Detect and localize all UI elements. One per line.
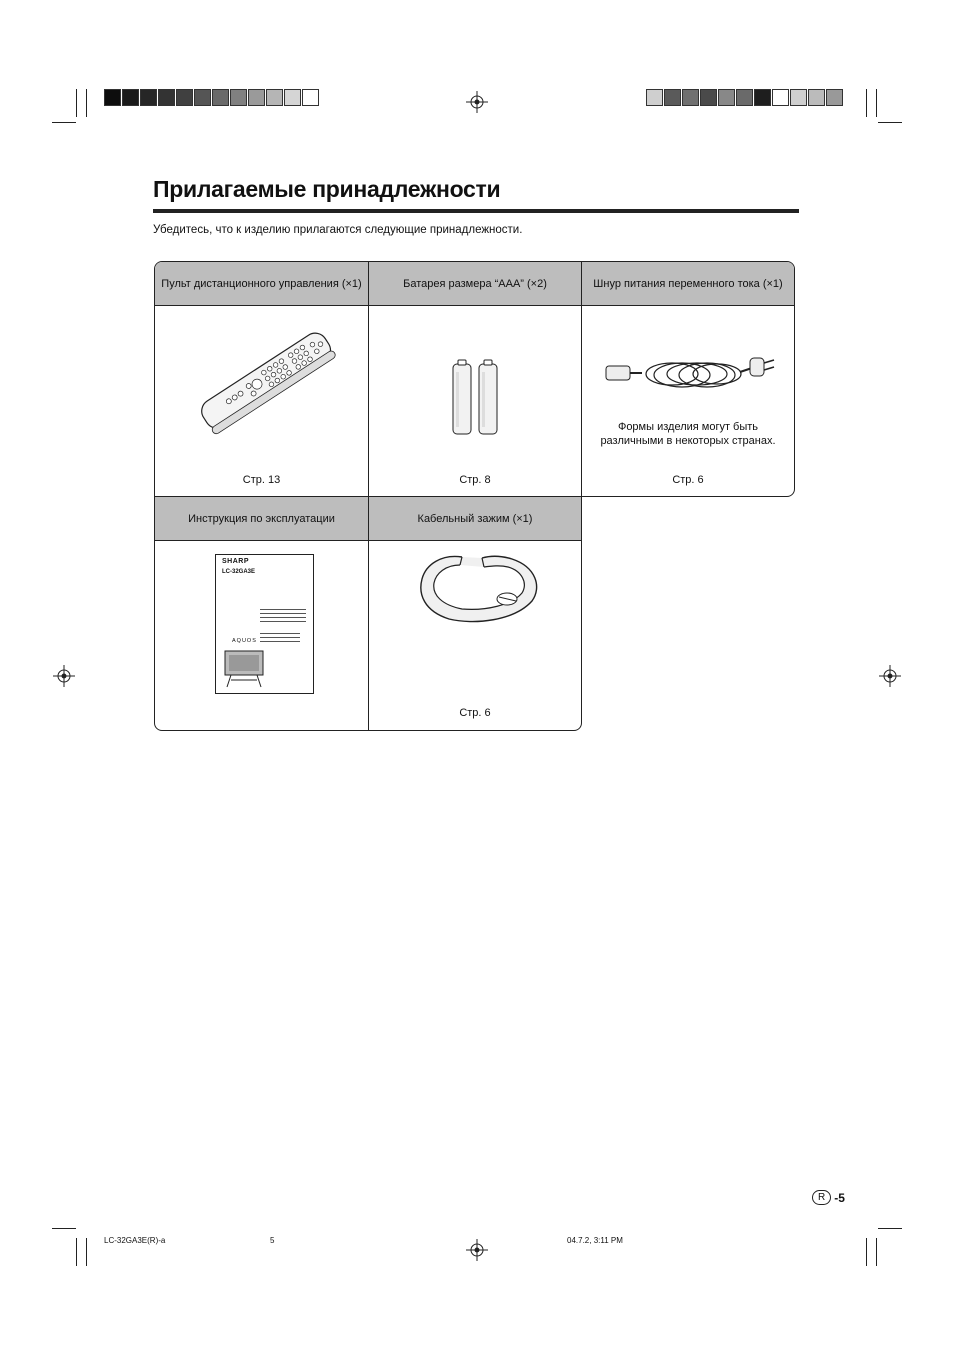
accessory-cable-clamp bbox=[368, 496, 582, 731]
calibration-swatch bbox=[230, 89, 247, 106]
region-badge: R bbox=[812, 1190, 831, 1205]
accessory-header: Батарея размера “AAA” (×2) bbox=[369, 262, 581, 306]
registration-mark-icon bbox=[466, 1239, 488, 1261]
power-cord-icon bbox=[602, 348, 777, 400]
calibration-swatch bbox=[736, 89, 753, 106]
cable-clamp-icon bbox=[414, 539, 544, 634]
calibration-bar-left bbox=[104, 89, 320, 106]
calibration-swatch bbox=[826, 89, 843, 106]
page-title: Прилагаемые принадлежности bbox=[153, 176, 501, 202]
registration-mark-icon bbox=[53, 665, 75, 687]
footer-timestamp: 04.7.2, 3:11 PM bbox=[567, 1236, 623, 1245]
calibration-swatch bbox=[302, 89, 319, 106]
page-number-value: -5 bbox=[834, 1190, 845, 1205]
page-number bbox=[812, 1190, 845, 1205]
page-reference: Стр. 6 bbox=[459, 707, 491, 719]
calibration-swatch bbox=[790, 89, 807, 106]
calibration-swatch bbox=[808, 89, 825, 106]
accessory-header: Шнур питания переменного тока (×1) bbox=[582, 262, 794, 306]
footer-sheet: 5 bbox=[270, 1236, 275, 1245]
calibration-swatch bbox=[700, 89, 717, 106]
accessory-header: Инструкция по эксплуатации bbox=[155, 497, 368, 541]
booklet-series: AQUOS bbox=[232, 638, 257, 644]
booklet-brand: SHARP bbox=[222, 558, 250, 565]
calibration-swatch bbox=[194, 89, 211, 106]
calibration-swatch bbox=[772, 89, 789, 106]
regional-variation-note: Формы изделия могут быть различными в некоторых странах. bbox=[600, 421, 776, 447]
calibration-swatch bbox=[718, 89, 735, 106]
accessory-power-cord bbox=[581, 261, 795, 497]
calibration-swatch bbox=[248, 89, 265, 106]
calibration-swatch bbox=[754, 89, 771, 106]
title-underline bbox=[153, 209, 799, 213]
calibration-swatch bbox=[158, 89, 175, 106]
tv-illustration-icon bbox=[223, 649, 265, 689]
calibration-swatch bbox=[266, 89, 283, 106]
aaa-batteries-icon bbox=[449, 358, 501, 438]
intro-text: Убедитесь, что к изделию прилагаются следующие принадлежности. bbox=[153, 224, 523, 236]
calibration-swatch bbox=[140, 89, 157, 106]
calibration-swatch bbox=[682, 89, 699, 106]
registration-mark-icon bbox=[466, 91, 488, 113]
manual-booklet-icon bbox=[215, 554, 314, 694]
calibration-swatch bbox=[284, 89, 301, 106]
accessory-header: Кабельный зажим (×1) bbox=[369, 497, 581, 541]
accessory-remote-control bbox=[154, 261, 369, 497]
accessory-operation-manual bbox=[154, 496, 369, 731]
calibration-swatch bbox=[122, 89, 139, 106]
calibration-swatch bbox=[664, 89, 681, 106]
accessory-batteries bbox=[368, 261, 582, 497]
calibration-swatch bbox=[212, 89, 229, 106]
calibration-swatch bbox=[646, 89, 663, 106]
remote-control-icon bbox=[189, 322, 339, 442]
page-reference: Стр. 8 bbox=[459, 474, 491, 486]
registration-mark-icon bbox=[879, 665, 901, 687]
page-reference: Стр. 13 bbox=[242, 474, 281, 486]
calibration-swatch bbox=[176, 89, 193, 106]
footer-filename: LC-32GA3E(R)-a bbox=[104, 1236, 166, 1245]
calibration-bar-right bbox=[646, 89, 844, 106]
calibration-swatch bbox=[104, 89, 121, 106]
accessory-header: Пульт дистанционного управления (×1) bbox=[155, 262, 368, 306]
page-reference: Стр. 6 bbox=[672, 474, 704, 486]
booklet-model: LC-32GA3E bbox=[222, 569, 256, 575]
